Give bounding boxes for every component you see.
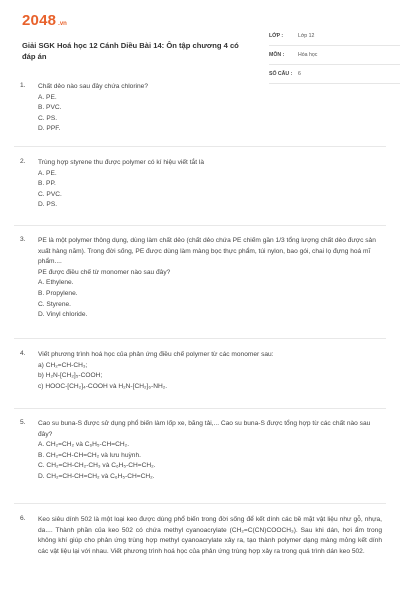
page-header: [14, 10, 386, 77]
option-d: D. CH₂=CH-CH=CH₂ và C₆H₅-CH=CH₂.: [38, 472, 155, 480]
divider: [14, 225, 386, 226]
meta-row-class: [269, 27, 400, 46]
option-b: B. CH₂=CH-CH=CH₂ và lưu huỳnh.: [38, 451, 141, 459]
option-c: C. Styrene.: [38, 300, 71, 308]
meta-value: 6: [298, 71, 301, 77]
option-b: B. PP.: [38, 180, 56, 188]
question-3: [20, 236, 382, 321]
option-d: D. Vinyl chloride.: [38, 311, 88, 319]
option-b: B. PVC.: [38, 104, 62, 112]
question-number: 6.: [20, 515, 26, 522]
option-a: A. PE.: [38, 93, 57, 101]
monomer-a: a) CH₂=CH-CH₃;: [38, 361, 88, 369]
monomer-c: c) HOOC-[CH₂]₄-COOH và H₂N-[CH₂]₆-NH₂.: [38, 382, 168, 390]
option-d: D. PS.: [38, 201, 58, 209]
meta-value: Lớp 12: [298, 33, 315, 39]
question-2: [20, 158, 382, 211]
question-number: 4.: [20, 350, 26, 357]
option-b: B. Propylene.: [38, 289, 78, 297]
meta-key: SỐ CÂU :: [269, 71, 293, 77]
meta-row-subject: [269, 46, 400, 65]
question-prompt: PE được điều chế từ monomer nào sau đây?: [38, 268, 171, 276]
meta-table: [269, 27, 400, 84]
question-number: 2.: [20, 158, 26, 165]
page-title: Giải SGK Hoá học 12 Cánh Diều Bài 14: Ôn tập chương 4 có đáp án: [22, 41, 239, 61]
question-stem: Viết phương trình hoá học của phản ứng điều chế polymer từ các monomer sau:: [38, 351, 274, 358]
option-a: A. CH₂=CH₂ và C₆H₅-CH=CH₂.: [38, 441, 130, 449]
question-stem: PE là một polymer thông dụng, dùng làm chất dẻo (chất dẻo chứa PE chiếm gần 1/3 tổng lượng chất dẻo được sản xuất hàng năm). Trong đời sống, PE được dùng làm màng bọc thực phẩm, túi nylon, bao gói, chai lọ đựng hoá mĩ phẩm....: [38, 237, 376, 266]
question-number: 5.: [20, 419, 26, 426]
monomer-b: b) H₂N-[CH₂]₅-COOH;: [38, 372, 103, 380]
question-number: 3.: [20, 236, 26, 243]
question-stem: Keo siêu dính 502 là một loại keo được dùng phổ biến trong đời sống để kết dính các bề mặt vật liệu như gỗ, nhựa, da.... Thành phần của keo 502 có chứa methyl cyanoacrylate (CH₂=C(CN)COOCH₃). Sau khi dán, hơi ẩm trong không khí giúp cho phản ứng trùng hợp methyl cyanoacrylate xảy ra, tạo thành polymer dạng màng mỏng kết dính các vật liệu lại với nhau. Viết phương trình hoá học của phản ứng trùng hợp xảy ra trong quá trình dán keo 502.: [38, 516, 382, 555]
question-4: [20, 350, 382, 392]
divider: [14, 408, 386, 409]
question-stem: Trùng hợp styrene thu được polymer có kí hiệu viết tắt là: [38, 159, 205, 166]
question-1: [20, 82, 382, 135]
meta-value: Hóa học: [298, 52, 318, 58]
meta-key: MÔN :: [269, 52, 285, 58]
question-stem: Chất dẻo nào sau đây chứa chlorine?: [38, 83, 148, 90]
option-a: A. Ethylene.: [38, 279, 74, 287]
option-c: C. PS.: [38, 114, 58, 122]
question-5: [20, 419, 382, 483]
option-d: D. PPF.: [38, 125, 61, 133]
option-c: C. CH₂=CH-CH₂-CH₃ và C₆H₅-CH=CH₂.: [38, 462, 156, 470]
question-number: 1.: [20, 82, 26, 89]
site-logo[interactable]: [22, 12, 67, 29]
question-6: [20, 515, 382, 557]
option-a: A. PE.: [38, 169, 57, 177]
option-c: C. PVC.: [38, 190, 62, 198]
logo-suffix: .vn: [58, 21, 67, 27]
divider: [14, 146, 386, 147]
meta-key: LỚP :: [269, 33, 284, 39]
divider: [14, 338, 386, 339]
question-stem: Cao su buna-S được sử dụng phổ biến làm lốp xe, băng tải,... Cao su buna-S được tổng hợp từ các chất nào sau đây?: [38, 420, 371, 438]
divider: [14, 503, 386, 504]
logo-text: 2048: [22, 12, 57, 29]
